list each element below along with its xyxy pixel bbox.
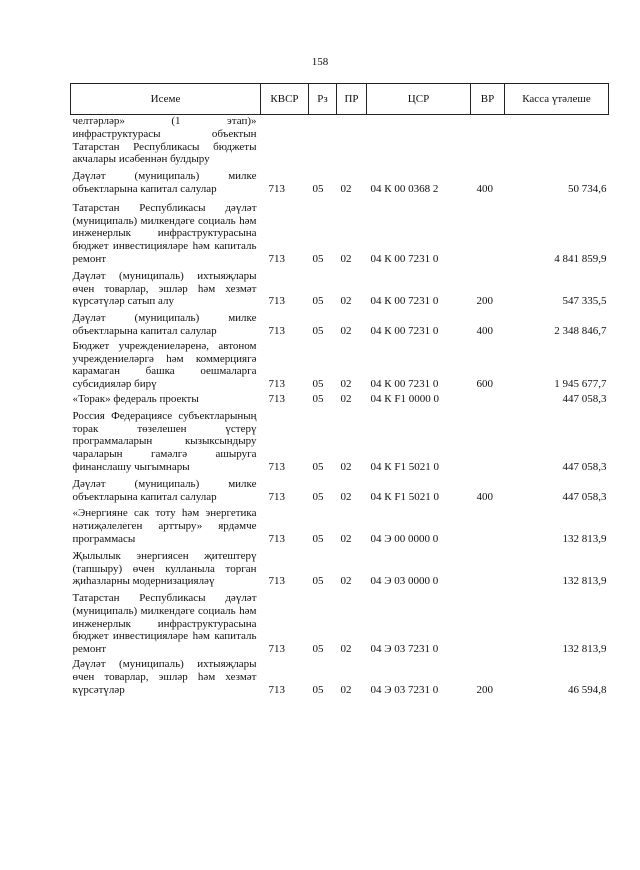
cell-pr <box>337 115 367 167</box>
cell-pr: 02 <box>340 683 352 696</box>
cell-csr: 04 К F1 5021 0 <box>370 460 439 473</box>
cell-name: Татарстан Республикасы дәүләт (муниципаль) милкендәге социаль һәм инженерлык инфраструктурасына бюджет инвестицияләре һәм капиталь ремонт <box>72 592 257 656</box>
cell-csr: 04 К F1 0000 0 <box>370 392 439 405</box>
cell-name: Дәүләт (муниципаль) милке объектларына капитал салулар <box>72 477 257 503</box>
cell-name: Россия Федерациясе субъектларының торак төзелешен үстерү программаларын кызыксындыру чараларын гамәлгә ашыруга финанслашу чыгымнары <box>72 409 257 473</box>
cell-kvsr: 713 <box>268 643 285 656</box>
cell-pr: 02 <box>340 460 352 473</box>
cell-pr: 02 <box>340 295 352 308</box>
cell-sum: 2 348 846,7 <box>554 324 607 337</box>
cell-kvsr: 713 <box>268 532 285 545</box>
cell-pr: 02 <box>340 575 352 588</box>
page-number: 158 <box>311 56 329 68</box>
header-vr: ВР <box>471 84 505 115</box>
cell-rz: 05 <box>312 378 324 391</box>
cell-rz: 05 <box>312 392 324 405</box>
cell-vr <box>471 115 505 167</box>
cell-rz: 05 <box>312 643 324 656</box>
table-row <box>71 166 609 196</box>
cell-kvsr: 713 <box>268 182 285 195</box>
cell-vr: 200 <box>476 295 493 308</box>
cell-pr: 02 <box>340 378 352 391</box>
cell-vr <box>471 546 505 588</box>
cell-name: Җылылык энергиясен җитештерү (тапшыру) өчен кулланыла торган җиһазларны модернизацияләү <box>72 549 257 588</box>
cell-vr: 200 <box>476 683 493 696</box>
cell-kvsr: 713 <box>268 683 285 696</box>
cell-sum: 447 058,3 <box>562 392 607 405</box>
table-row <box>71 196 609 266</box>
cell-vr <box>471 503 505 545</box>
table-row <box>71 338 609 391</box>
cell-pr: 02 <box>340 324 352 337</box>
cell-kvsr: 713 <box>268 575 285 588</box>
cell-vr <box>471 588 505 656</box>
cell-kvsr: 713 <box>268 324 285 337</box>
table-row <box>71 391 609 406</box>
cell-name: Дәүләт (муниципаль) ихтыяҗлары өчен товарлар, эшләр һәм хезмәт күрсәтүләр <box>72 658 257 696</box>
table-row <box>71 474 609 504</box>
cell-rz: 05 <box>312 575 324 588</box>
cell-sum: 132 813,9 <box>562 532 607 545</box>
cell-vr: 400 <box>476 324 493 337</box>
cell-pr: 02 <box>340 252 352 265</box>
cell-kvsr <box>261 115 309 167</box>
header-rz: Рз <box>309 84 337 115</box>
budget-table <box>70 83 609 696</box>
cell-vr: 400 <box>476 490 493 503</box>
cell-sum: 547 335,5 <box>562 295 607 308</box>
cell-sum: 4 841 859,9 <box>554 252 607 265</box>
cell-name: «Энергияне сак тоту һәм энергетика нәтиҗәлелеген арттыру» ярдәмче программасы <box>72 507 257 545</box>
cell-vr <box>471 391 505 406</box>
cell-rz: 05 <box>312 252 324 265</box>
cell-sum: 132 813,9 <box>562 643 607 656</box>
cell-rz <box>309 115 337 167</box>
cell-pr: 02 <box>340 490 352 503</box>
cell-rz: 05 <box>312 295 324 308</box>
cell-name: Дәүләт (муниципаль) милке объектларына капитал салулар <box>72 170 257 195</box>
table-header-row <box>71 84 609 115</box>
cell-name: Татарстан Республикасы дәүләт (муниципаль) милкендәге социаль һәм инженерлык инфраструктурасына бюджет инвестицияләре һәм капиталь ремонт <box>72 201 257 265</box>
header-kvsr: КВСР <box>261 84 309 115</box>
cell-rz: 05 <box>312 460 324 473</box>
cell-rz: 05 <box>312 490 324 503</box>
cell-sum: 447 058,3 <box>562 460 607 473</box>
table-row <box>71 308 609 338</box>
cell-csr: 04 К 00 7231 0 <box>370 295 439 308</box>
cell-pr: 02 <box>340 532 352 545</box>
cell-csr: 04 К 00 7231 0 <box>370 252 439 265</box>
cell-name: Дәүләт (муниципаль) ихтыяҗлары өчен товарлар, эшләр һәм хезмәт күрсәтүләр сатып алу <box>72 269 257 308</box>
cell-name: «Торак» федераль проекты <box>72 392 199 405</box>
cell-csr <box>367 115 471 167</box>
cell-rz: 05 <box>312 182 324 195</box>
cell-vr: 600 <box>476 378 493 391</box>
cell-name: Дәүләт (муниципаль) милке объектларына капитал салулар <box>72 312 257 337</box>
table-row <box>71 115 609 167</box>
header-csr: ЦСР <box>367 84 471 115</box>
cell-csr: 04 Э 03 7231 0 <box>370 683 439 696</box>
cell-sum: 46 594,8 <box>568 683 607 696</box>
header-name: Исеме <box>71 84 261 115</box>
cell-vr <box>471 196 505 266</box>
cell-csr: 04 К 00 7231 0 <box>370 324 439 337</box>
cell-kvsr: 713 <box>268 295 285 308</box>
table-row <box>71 656 609 696</box>
table-row <box>71 406 609 474</box>
header-pr: ПР <box>337 84 367 115</box>
cell-sum <box>505 115 609 167</box>
cell-csr: 04 Э 00 0000 0 <box>370 532 439 545</box>
cell-vr <box>471 406 505 474</box>
cell-sum: 132 813,9 <box>562 575 607 588</box>
cell-vr: 400 <box>476 182 493 195</box>
cell-rz: 05 <box>312 532 324 545</box>
cell-sum: 1 945 677,7 <box>554 378 607 391</box>
cell-csr: 04 К 00 0368 2 <box>370 182 439 195</box>
header-sum: Касса үтәлеше <box>505 84 609 115</box>
cell-kvsr: 713 <box>268 252 285 265</box>
cell-sum: 447 058,3 <box>562 490 607 503</box>
cell-rz: 05 <box>312 324 324 337</box>
cell-pr: 02 <box>340 643 352 656</box>
cell-csr: 04 Э 03 7231 0 <box>370 643 439 656</box>
cell-csr: 04 К F1 5021 0 <box>370 490 439 503</box>
cell-pr: 02 <box>340 182 352 195</box>
cell-kvsr: 713 <box>268 490 285 503</box>
cell-csr: 04 К 00 7231 0 <box>370 378 439 391</box>
table-row <box>71 546 609 588</box>
cell-name: Бюджет учреждениеләренә, автоном учреждениеләргә һәм коммерциягә карамаган башка оешмаларга субсидияләр бирү <box>72 339 257 391</box>
cell-kvsr: 713 <box>268 460 285 473</box>
cell-csr: 04 Э 03 0000 0 <box>370 575 439 588</box>
cell-pr: 02 <box>340 392 352 405</box>
cell-name: челтәрләр» (1 этап)» инфраструктурасы объектын Татарстан Республикасы бюджеты акчалары исәбеннән булдыру <box>72 115 257 166</box>
cell-kvsr: 713 <box>268 378 285 391</box>
cell-kvsr: 713 <box>268 392 285 405</box>
table-row <box>71 266 609 308</box>
table-row <box>71 588 609 656</box>
cell-sum: 50 734,6 <box>568 182 607 195</box>
table-row <box>71 503 609 545</box>
cell-rz: 05 <box>312 683 324 696</box>
